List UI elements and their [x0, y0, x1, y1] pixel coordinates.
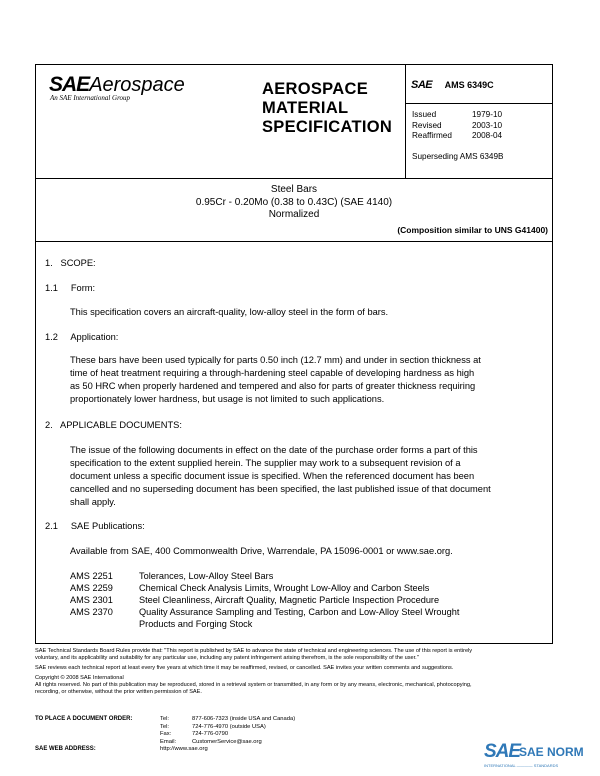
revised-label: Revised: [412, 120, 442, 130]
issued-label: Issued: [412, 110, 437, 119]
issued-value: 1979-10: [472, 110, 503, 119]
document-type-title: [262, 80, 392, 137]
document-row: [70, 595, 439, 606]
reaffirmed-label: Reaffirmed: [412, 131, 452, 140]
title-line-2: MATERIAL: [262, 99, 349, 117]
email-link[interactable]: CustomerService@sae.org: [192, 738, 262, 745]
doc-code: AMS 2370: [70, 607, 113, 617]
revision-table: [412, 110, 502, 142]
web-label: SAE WEB ADDRESS:: [35, 746, 96, 752]
logo-tagline: An SAE International Group: [50, 94, 131, 102]
contact-label: Tel:: [160, 723, 170, 730]
title-line-3: SPECIFICATION: [262, 118, 393, 136]
title-line-1: AEROSPACE: [262, 80, 368, 98]
footer-rights-1: All rights reserved. No part of this publication may be reproduced, stored in a retrieval system or transmitted, in any form or by any means, electronic, mechanical, photocopying,: [35, 682, 472, 688]
s1-2-line-4: proportionately lower hardness, but usage is not limited to such applications.: [70, 394, 385, 404]
sae-aerospace-logo: [49, 73, 219, 113]
section-1-1-text: This specification covers an aircraft-quality, low-alloy steel in the form of bars.: [70, 307, 389, 317]
s2-line-3: document unless a specific document issue is specified. When the referenced document has been: [70, 471, 475, 481]
corner-sae-logo: SAE: [411, 79, 433, 91]
doc-code: AMS 2251: [70, 571, 113, 581]
header-divider: [35, 178, 553, 179]
contact-value[interactable]: 724-776-0790: [192, 731, 229, 737]
footer-rules-1: SAE Technical Standards Board Rules provide that: "This report is published by SAE to advance the state of technical and engineering sciences. The use of this report is entirely: [35, 648, 473, 654]
spec-box-divider: [405, 64, 406, 178]
s1-2-line-2: time of heat treatment requiring a through-hardening steel capable of developing hardness as high: [70, 368, 475, 378]
sae-norm-logo: SAE: [484, 741, 521, 762]
footer-rights-2: recording, or otherwise, without the prior written permission of SAE.: [35, 689, 202, 695]
doc-code: AMS 2259: [70, 583, 113, 593]
contact-value[interactable]: 877-606-7323 (inside USA and Canada): [192, 716, 296, 722]
contact-label: Email:: [160, 738, 177, 745]
web-link[interactable]: http://www.sae.org: [160, 746, 208, 752]
s2-line-4: cancelled and no superseding document has been specified, the last published issue of that document: [70, 484, 491, 494]
contact-label: Fax:: [160, 731, 172, 737]
doc-code: AMS 2301: [70, 595, 113, 605]
contact-label: Tel:: [160, 716, 170, 722]
contact-list: [160, 716, 295, 754]
sae-norm-subtext: INTERNATIONAL ———— STANDARDS: [484, 763, 559, 768]
section-2-heading: 2. APPLICABLE DOCUMENTS:: [45, 420, 182, 430]
footer-legal: [35, 648, 565, 696]
doc-title: Quality Assurance Sampling and Testing, Carbon and Low-Alloy Steel Wrought: [139, 607, 460, 617]
material-line-1: Steel Bars: [270, 184, 318, 195]
order-label: TO PLACE A DOCUMENT ORDER:: [35, 716, 133, 722]
section-1-1-heading: 1.1 Form:: [45, 283, 96, 293]
material-line-2: 0.95Cr - 0.20Mo (0.38 to 0.43C) (SAE 4140): [195, 196, 393, 208]
section-1-2-heading: 1.2 Application:: [45, 332, 119, 342]
section-1-2-text: [70, 354, 481, 406]
contact-value[interactable]: 724-776-4970 (outside USA): [192, 723, 266, 730]
document-row: [70, 571, 273, 582]
doc-title: Steel Cleanliness, Aircraft Quality, Magnetic Particle Inspection Procedure: [139, 595, 440, 605]
sae-norm-text: SAE NORM: [519, 745, 584, 759]
logo-aerospace: Aerospace: [89, 74, 185, 96]
material-line-3: Normalized: [268, 209, 320, 220]
doc-title-continued: Products and Forging Stock: [139, 619, 253, 629]
spec-number-rule: [405, 103, 553, 104]
revised-value: 2003-10: [472, 120, 503, 130]
s2-line-5: shall apply.: [70, 497, 116, 507]
doc-title: Chemical Check Analysis Limits, Wrought Low-Alloy and Carbon Steels: [139, 583, 430, 593]
section-2-text: [70, 444, 491, 509]
footer-review: SAE reviews each technical report at least every five years at which time it may be reaffirmed, revised, or cancelled. SAE invites your written comments and suggestions.: [35, 665, 454, 671]
sae-norm-badge: [484, 741, 594, 771]
spec-number: AMS 6349C: [444, 80, 494, 90]
superseding-note: Superseding AMS 6349B: [412, 152, 504, 161]
reaffirmed-value: 2008-04: [472, 131, 503, 140]
doc-title: Tolerances, Low-Alloy Steel Bars: [139, 571, 274, 581]
spec-number-row: [411, 79, 494, 91]
section-2-1-heading: 2.1 SAE Publications:: [45, 521, 145, 531]
s2-line-2: specification to the extent supplied herein. The supplier may work to a subsequent revision of a: [70, 458, 461, 468]
s2-line-1: The issue of the following documents in effect on the date of the purchase order forms a part of this: [70, 445, 478, 455]
logo-sae: SAE: [49, 73, 90, 96]
document-row-continuation: [70, 619, 252, 630]
section-2-1-text: Available from SAE, 400 Commonwealth Drive, Warrendale, PA 15096-0001 or www.sae.org.: [70, 546, 453, 556]
s1-2-line-1: These bars have been used typically for parts 0.50 inch (12.7 mm) and under in section thickness at: [70, 355, 481, 365]
s1-2-line-3: as 50 HRC when properly hardened and tempered and also for parts of greater thickness requiring: [70, 381, 476, 391]
material-title: [35, 184, 553, 222]
title-divider: [35, 241, 553, 242]
footer-copyright: Copyright © 2008 SAE International: [35, 675, 124, 681]
document-row: [70, 607, 459, 618]
composition-note: (Composition similar to UNS G41400): [397, 225, 548, 235]
document-row: [70, 583, 429, 594]
footer-rules-2: voluntary, and its applicability and suitability for any particular use, including any patent infringement arising therefrom, is the sole responsibility of the user.": [35, 655, 419, 661]
section-1-heading: 1. SCOPE:: [45, 258, 96, 268]
